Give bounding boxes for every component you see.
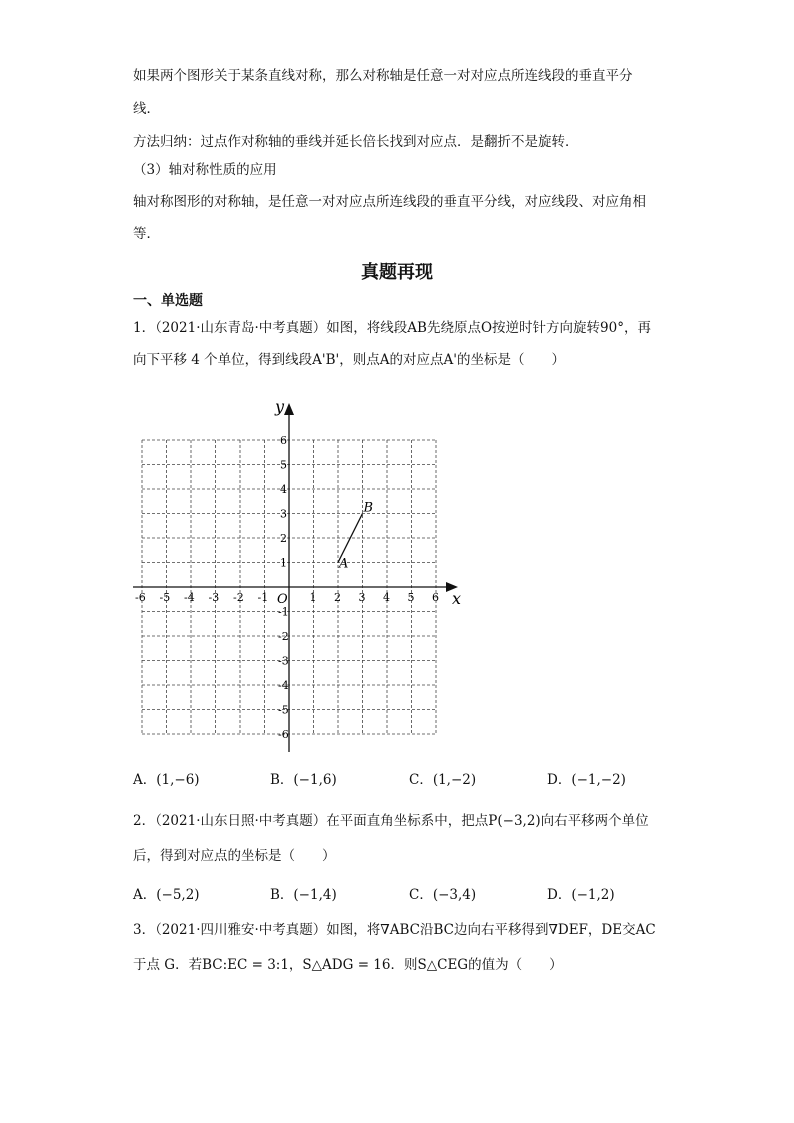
- y-axis-label: y: [275, 397, 285, 416]
- origin-label: O: [277, 592, 288, 607]
- y-tick-label: -4: [278, 679, 289, 692]
- q1-choice-b[interactable]: B．(−1,6): [270, 772, 337, 788]
- intro-paragraph-1-line-1: 如果两个图形关于某条直线对称，那么对称轴是任意一对对应点所连线段的垂直平分: [133, 68, 633, 84]
- q2-choice-d[interactable]: D．(−1,2): [547, 887, 615, 903]
- q3-line-2: 于点 G．若BC:EC = 3:1，S△ADG = 16．则S△CEG的值为（ ）: [133, 957, 563, 973]
- intro-paragraph-3: （3）轴对称性质的应用: [133, 162, 277, 178]
- x-tick-label: 5: [407, 591, 415, 604]
- y-tick-label: 2: [280, 532, 287, 545]
- x-tick-label: -5: [159, 591, 171, 604]
- axes: [133, 403, 458, 752]
- q2-choice-b[interactable]: B．(−1,4): [270, 887, 337, 903]
- q1-line-1: 1．（2021·山东青岛·中考真题）如图，将线段AB先绕原点O按逆时针方向旋转90°，再: [133, 320, 651, 336]
- intro-paragraph-1-line-2: 线．: [133, 101, 160, 117]
- x-tick-label: -2: [233, 591, 244, 604]
- x-tick-label: 3: [358, 591, 366, 604]
- intro-paragraph-2: 方法归纳：过点作对称轴的垂线并延长倍长找到对应点．是翻折不是旋转．: [133, 134, 579, 150]
- q1-choice-a[interactable]: A．(1,−6): [133, 772, 200, 788]
- y-tick-label: 1: [280, 556, 287, 570]
- q1-choice-d[interactable]: D．(−1,−2): [547, 772, 626, 788]
- section-heading: 一、单选题: [133, 293, 203, 309]
- y-axis-arrow: [284, 403, 294, 415]
- y-tick-label: 6: [280, 434, 287, 447]
- q3-line-1: 3．（2021·四川雅安·中考真题）如图，将∇ABC沿BC边向右平移得到∇DEF，DE交AC: [133, 922, 656, 938]
- q2-line-1: 2．（2021·山东日照·中考真题）在平面直角坐标系中，把点P(−3,2)向右平移两个单位: [133, 813, 649, 829]
- x-axis-label: x: [452, 589, 462, 608]
- x-tick-label: 2: [334, 591, 341, 604]
- y-tick-label: -3: [278, 654, 289, 668]
- x-tick-label: 6: [432, 591, 439, 604]
- q2-choice-c[interactable]: C．(−3,4): [409, 887, 477, 903]
- y-tick-label: -6: [278, 728, 289, 741]
- q1-line-2: 向下平移 4 个单位，得到线段A'B'，则点A的对应点A'的坐标是（ ）: [133, 352, 565, 368]
- intro-paragraph-4-line-2: 等．: [133, 226, 160, 242]
- x-tick-label: -6: [135, 591, 146, 604]
- intro-paragraph-4-line-1: 轴对称图形的对称轴，是任意一对对应点所连线段的垂直平分线，对应线段、对应角相: [133, 194, 646, 210]
- q1-choice-c[interactable]: C．(1,−2): [409, 772, 477, 788]
- page-title: 真题再现: [361, 262, 433, 283]
- q2-line-2: 后，得到对应点的坐标是（ ）: [133, 848, 336, 864]
- y-tick-label: 4: [280, 483, 287, 496]
- q2-choice-a[interactable]: A．(−5,2): [133, 887, 200, 903]
- point-a-label: A: [339, 556, 349, 572]
- x-tick-label: 4: [383, 591, 390, 604]
- y-tick-label: -1: [278, 605, 289, 619]
- y-tick-label: 5: [280, 458, 287, 472]
- x-tick-label: -4: [184, 591, 195, 604]
- y-tick-label: -5: [278, 703, 289, 717]
- x-tick-label: -3: [208, 591, 220, 604]
- y-tick-label: 3: [280, 507, 287, 521]
- y-tick-label: -2: [278, 630, 289, 643]
- point-b-label: B: [363, 500, 374, 516]
- x-tick-label: -1: [257, 591, 269, 604]
- x-tick-label: 1: [309, 591, 317, 604]
